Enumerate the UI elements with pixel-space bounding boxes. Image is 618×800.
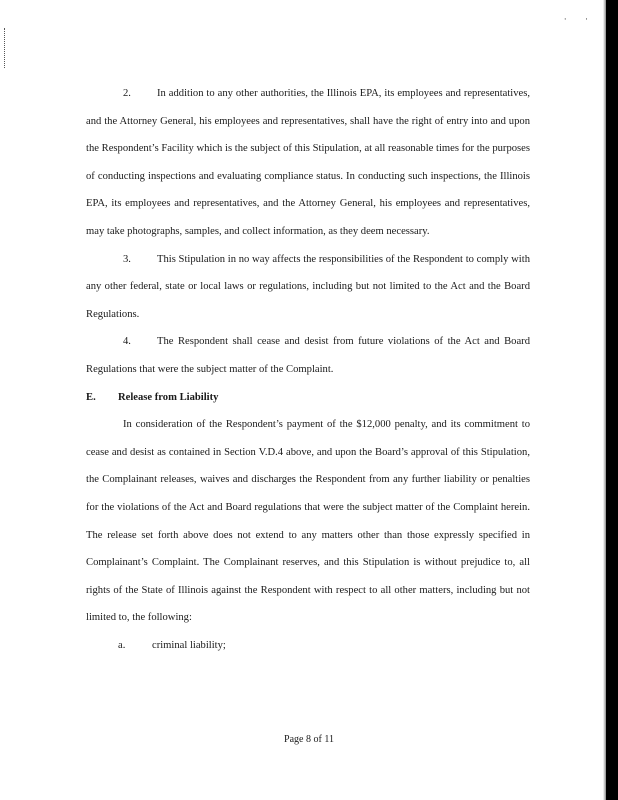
paragraph-text: The Respondent shall cease and desist from future violations of the Act and Board Regulations that were the subject matter of the Complaint.	[86, 336, 530, 375]
section-title: Release from Liability	[118, 391, 219, 403]
section-letter: E.	[86, 391, 96, 403]
paragraph-2	[86, 80, 530, 246]
paragraph-text: This Stipulation in no way affects the responsibilities of the Respondent to comply with any other federal, state or local laws or regulations, including but not limited to the Act and the Board Regulations.	[86, 253, 530, 320]
list-item-text: criminal liability;	[152, 639, 226, 651]
paragraph-4	[86, 328, 530, 383]
paragraph-number: 4.	[123, 336, 131, 348]
scan-artifact-corner: · ·	[563, 14, 596, 24]
paragraph-number: 3.	[123, 253, 131, 265]
page-footer: Page 8 of 11	[284, 734, 334, 745]
paragraph-text: In addition to any other authorities, the Illinois EPA, its employees and representatives, and the Attorney General, his employees and representatives, shall have the right of entry into and upon the Respondent’s Facility which is the subject of this Stipulation, at all reasonable times for the purposes of conducting inspections and evaluating compliance status. In conducting such inspections, the Illinois EPA, its employees and representatives, and the Attorney General, his employees and representatives, may take photographs, samples, and collect information, as they deem necessary.	[86, 88, 530, 237]
paragraph-number: 2.	[123, 88, 131, 99]
release-paragraph: In consideration of the Respondent’s payment of the $12,000 penalty, and its commitment to cease and desist as contained in Section V.D.4 above, and upon the Board’s approval of this Stipulation, the Complainant releases, waives and discharges the Respondent from any further liability or penalties for the violations of the Act and Board regulations that were the subject matter of the Complaint herein. The release set forth above does not extend to any matters other than those expressly specified in Complainant’s Complaint. The Complainant reserves, and this Stipulation is without prejudice to, all rights of the State of Illinois against the Respondent with respect to all other matters, including but not limited to, the following:	[86, 419, 530, 624]
document-body	[86, 80, 530, 659]
paragraph-3	[86, 246, 530, 329]
scan-artifact-left	[4, 28, 7, 68]
scan-edge-bar	[606, 0, 618, 800]
list-item	[86, 632, 530, 660]
section-heading	[86, 384, 530, 412]
list-item-letter: a.	[118, 639, 126, 651]
